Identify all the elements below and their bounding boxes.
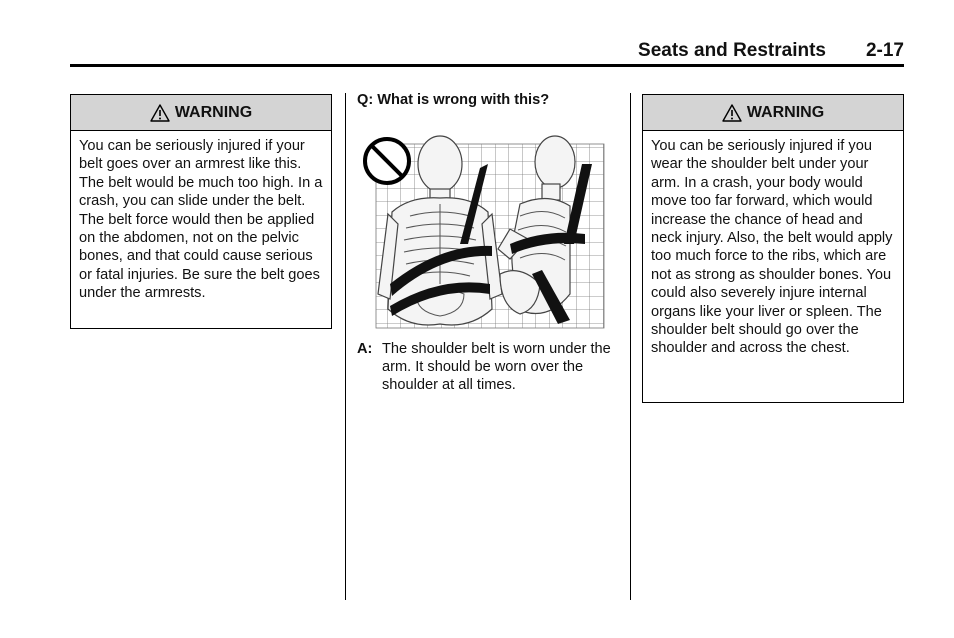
warning-header — [643, 95, 903, 131]
warning-text: You can be seriously injured if your belt goes over an armrest like this. The belt would be much too high. In a crash, you can slide under the belt. The belt force would then be applied on the abdomen, not on the pelvic bones, and that could cause serious or fatal injuries. Be sure the belt goes under the armrests. — [79, 138, 323, 302]
warning-text: You can be seriously injured if you wear the shoulder belt under your arm. In a crash, your body would move too far forward, which would increase the chance of head and neck injury. Also, the belt would apply too much force to the ribs, which are not as strong as shoulder bones. You could also severely injure internal organs like your liver or spleen. The shoulder belt should go over the shoulder and across the chest. — [651, 138, 893, 357]
answer-text: The shoulder belt is worn under the arm. It should be worn over the shoulder at all times. — [382, 341, 611, 394]
answer-label: A: — [357, 341, 373, 357]
prohibition-icon — [365, 139, 409, 183]
warning-box-right — [642, 94, 904, 403]
warning-heading: WARNING — [174, 103, 253, 121]
warning-box-left — [70, 94, 332, 329]
header-rule — [70, 64, 904, 67]
section-title: Seats and Restraints — [638, 40, 826, 61]
answer — [357, 340, 622, 395]
seatbelt-illustration — [360, 134, 605, 330]
page-number: 2-17 — [865, 40, 904, 61]
warning-triangle-icon — [722, 104, 742, 122]
warning-header — [71, 95, 331, 131]
column-divider — [345, 93, 346, 600]
warning-triangle-icon — [150, 104, 170, 122]
question: Q: What is wrong with this? — [357, 92, 550, 108]
warning-heading: WARNING — [746, 103, 825, 121]
column-divider — [630, 93, 631, 600]
